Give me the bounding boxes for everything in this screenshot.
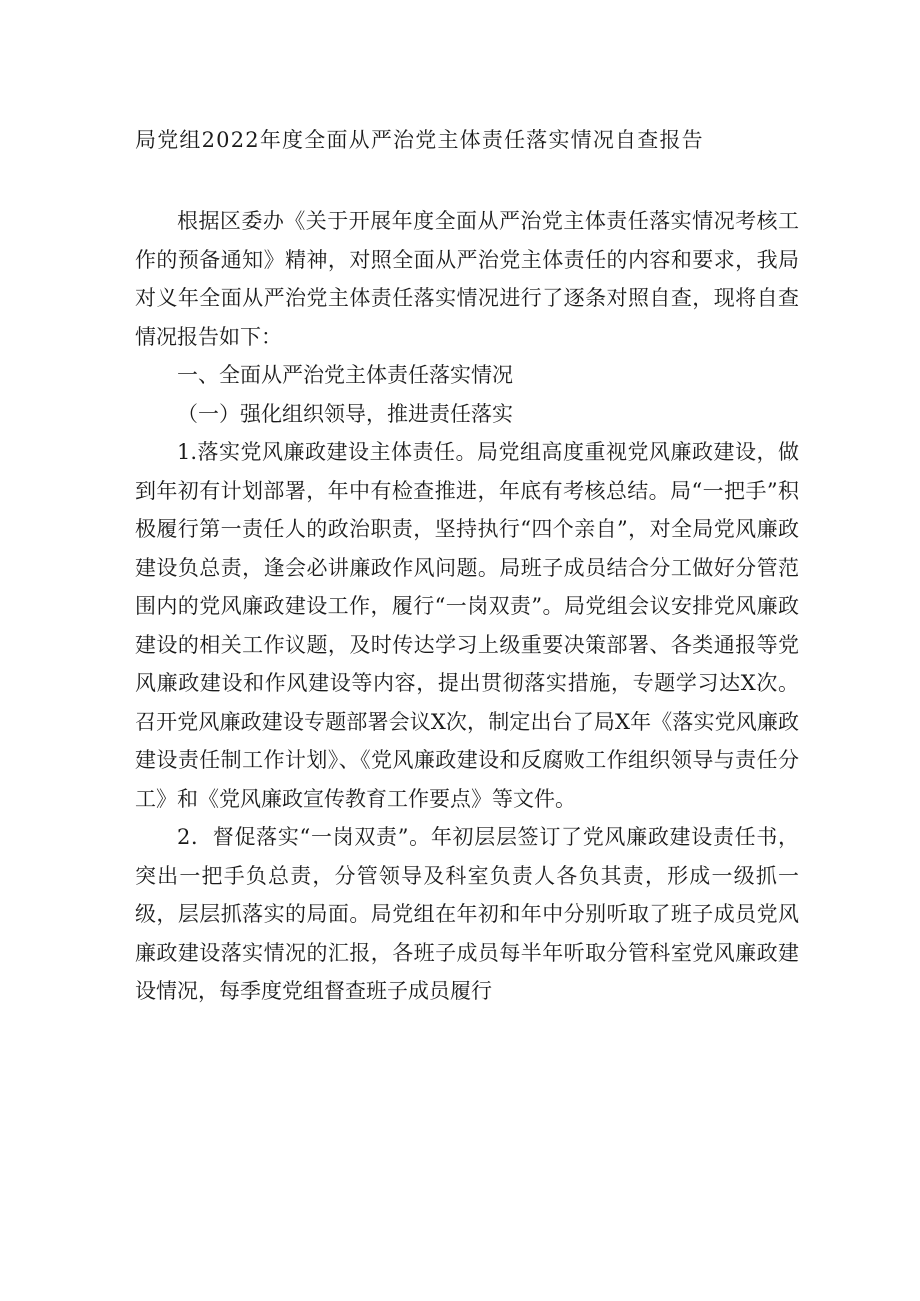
section-heading: 一、全面从严治党主体责任落实情况: [177, 363, 513, 387]
intro-paragraph: 根据区委办《关于开展年度全面从严治党主体责任落实情况考核工作的预备通知》精神，对照全面从严治党主体责任的内容和要求，我局对义年全面从严治党主体责任落实情况进行了逐条对照自查，现将自查情况报告如下：: [135, 209, 799, 349]
document-title: 局党组2022年度全面从严治党主体责任落实情况自查报告: [135, 128, 704, 152]
subsection-heading: （一）强化组织领导，推进责任落实: [177, 401, 513, 426]
item-1-paragraph: 1.落实党风廉政建设主体责任。局党组高度重视党风廉政建设，做到年初有计划部署，年中有检查推进，年底有考核总结。局“一把手”积极履行第一责任人的政治职责，坚持执行“四个亲自”，对全局党风廉政建设负总责，逢会必讲廉政作风问题。局班子成员结合分工做好分管范围内的党风廉政建设工作，履行“一岗双责”。局党组会议安排党风廉政建设的相关工作议题，及时传达学习上级重要决策部署、各类通报等党风廉政建设和作风建设等内容，提出贯彻落实措施，专题学习达X次。召开党风廉政建设专题部署会议X次，制定出台了局X年《落实党风廉政建设责任制工作计划》、《党风廉政建设和反腐败工作组织领导与责任分工》和《党风廉政宣传教育工作要点》等文件。: [135, 440, 799, 811]
item-2-paragraph: 2．督促落实“一岗双责”。年初层层签订了党风廉政建设责任书，突出一把手负总责，分管领导及科室负责人各负其责，形成一级抓一级，层层抓落实的局面。局党组在年初和年中分别听取了班子成员党风廉政建设落实情况的汇报，各班子成员每半年听取分管科室党风廉政建设情况，每季度党组督查班子成员履行: [135, 825, 799, 1003]
document-body: [135, 202, 799, 1011]
